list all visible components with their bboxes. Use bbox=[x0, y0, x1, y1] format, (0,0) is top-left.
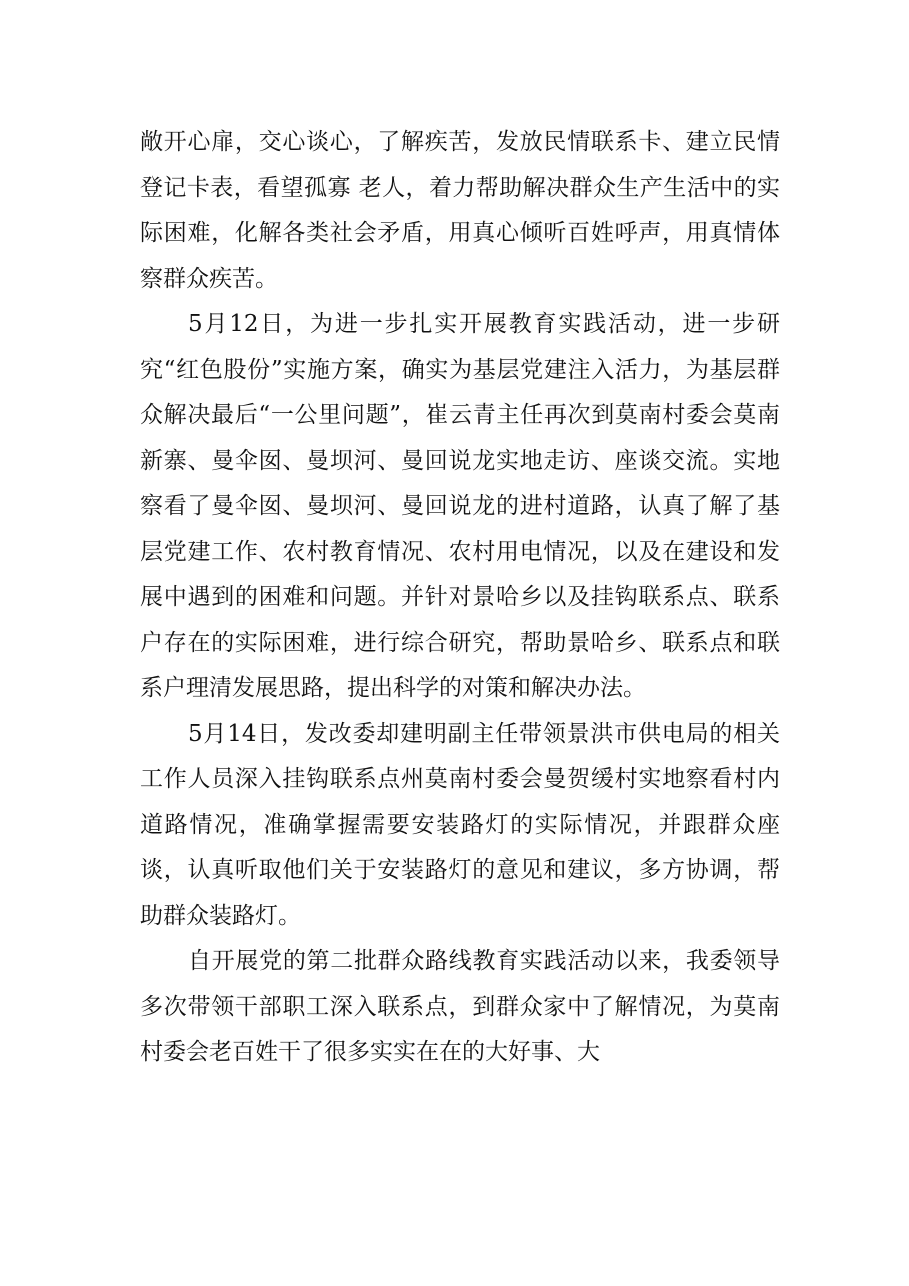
document-body bbox=[140, 120, 780, 1076]
paragraph-4: 自开展党的第二批群众路线教育实践活动以来，我委领导多次带领干部职工深入联系点，到群众家中了解情况，为莫南村委会老百姓干了很多实实在在的大好事、大 bbox=[140, 948, 780, 1065]
paragraph-1: 敞开心扉，交心谈心，了解疾苦，发放民情联系卡、建立民情登记卡表，看望孤寡 老人，着力帮助解决群众生产生活中的实际困难，化解各类社会矛盾，用真心倾听百姓呼声，用真情体察群众疾苦。 bbox=[140, 129, 780, 292]
paragraph-3: 5月14日，发改委却建明副主任带领景洪市供电局的相关工作人员深入挂钩联系点州莫南村委会曼贺缓村实地察看村内道路情况，准确掌握需要安装路灯的实际情况，并跟群众座谈，认真听取他们关于安装路灯的意见和建议，多方协调，帮助群众装路灯。 bbox=[140, 720, 780, 929]
paragraph-2: 5月12日，为进一步扎实开展教育实践活动，进一步研究“红色股份”实施方案，确实为基层党建注入活力，为基层群众解决最后“一公里问题”，崔云青主任再次到莫南村委会莫南新寨、曼伞囡、曼坝河、曼回说龙实地走访、座谈交流。实地察看了曼伞囡、曼坝河、曼回说龙的进村道路，认真了解了基层党建工作、农村教育情况、农村用电情况，以及在建设和发展中遇到的困难和问题。并针对景哈乡以及挂钩联系点、联系户存在的实际困难，进行综合研究，帮助景哈乡、联系点和联系户理清发展思路，提出科学的对策和解决办法。 bbox=[140, 311, 780, 701]
